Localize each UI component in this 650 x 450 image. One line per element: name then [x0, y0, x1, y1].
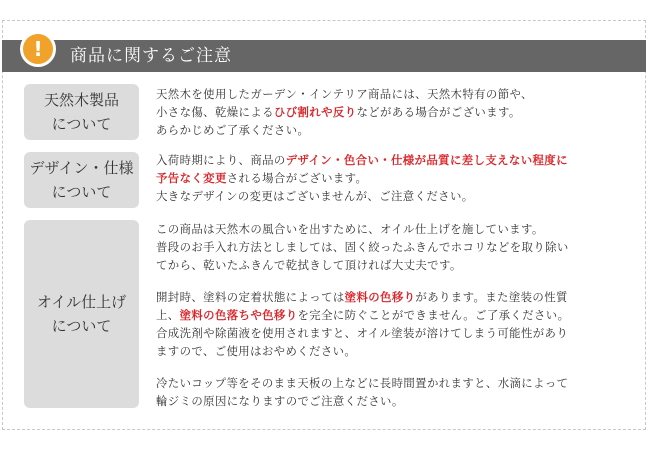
highlighted-warning-text: 塗料の色落ちや色移り: [179, 308, 298, 322]
body-text: あらかじめご了承ください。: [156, 123, 310, 137]
text-line: [156, 187, 636, 205]
text-line: [156, 324, 636, 342]
design-spec-paragraph: [156, 151, 636, 205]
section-label-natural-wood: 天然木製品 について: [24, 84, 139, 140]
page-title: 商品に関するご注意: [70, 46, 232, 66]
body-text: この商品は天然木の風合いを出すために、オイル仕上げを施しています。: [156, 222, 544, 236]
body-text: 輪ジミの原因になりますのでご注意ください。: [156, 394, 404, 408]
text-line: [156, 151, 636, 169]
body-text: 開封時、塗料の定着状態によっては: [156, 290, 345, 304]
text-line: [156, 169, 636, 187]
body-text: ますので、ご使用はおやめください。: [156, 344, 357, 358]
oil-finish-care-paragraph: [156, 220, 636, 274]
section-label-oil-finish: オイル仕上げ について: [24, 220, 139, 408]
body-text: があります。また塗装の性質: [415, 290, 568, 304]
section-label-design-spec: デザイン・仕様 について: [24, 152, 139, 208]
body-text: 冷たいコップ等をそのまま天板の上などに長時間置かれますと、水滴によって: [156, 376, 569, 390]
text-line: [156, 306, 636, 324]
text-line: [156, 256, 636, 274]
oil-finish-water-ring-paragraph: [156, 374, 636, 410]
text-line: [156, 85, 636, 103]
highlighted-warning-text: 予告なく変更: [156, 171, 227, 185]
body-text: 入荷時期により、商品の: [156, 153, 286, 167]
highlighted-warning-text: 塗料の色移り: [344, 290, 416, 304]
body-text: 小さな傷、乾燥による: [156, 105, 274, 119]
text-line: [156, 238, 636, 256]
text-line: [156, 121, 636, 139]
body-text: 上、: [156, 308, 180, 322]
text-line: [156, 220, 636, 238]
body-text: などがある場合がございます。: [356, 105, 521, 119]
body-text: される場合がございます。: [226, 171, 368, 185]
text-line: [156, 392, 636, 410]
text-line: [156, 288, 636, 306]
text-line: [156, 374, 636, 392]
text-line: [156, 342, 636, 360]
highlighted-warning-text: デザイン・色合い・仕様が品質に差し支えない程度に: [285, 153, 568, 167]
highlighted-warning-text: ひび割れや反り: [273, 105, 357, 119]
body-text: を完全に防ぐことができません。ご了承ください。: [297, 308, 570, 322]
body-text: 天然木を使用したガーデン・インテリア商品には、天然木特有の節や、: [156, 87, 533, 101]
body-text: 普段のお手入れ方法としましては、固く絞ったふきんでホコリなどを取り除い: [156, 240, 569, 254]
oil-finish-color-transfer-paragraph: [156, 288, 636, 360]
body-text: 大きなデザインの変更はございませんが、ご注意ください。: [156, 189, 474, 203]
warning-icon: !: [20, 31, 56, 67]
body-text: てから、乾いたふきんで乾拭きして頂ければ大丈夫です。: [156, 258, 462, 272]
text-line: [156, 103, 636, 121]
natural-wood-paragraph: [156, 85, 636, 139]
body-text: 合成洗剤や除菌液を使用されますと、オイル塗装が溶けてしまう可能性があり: [156, 326, 569, 340]
